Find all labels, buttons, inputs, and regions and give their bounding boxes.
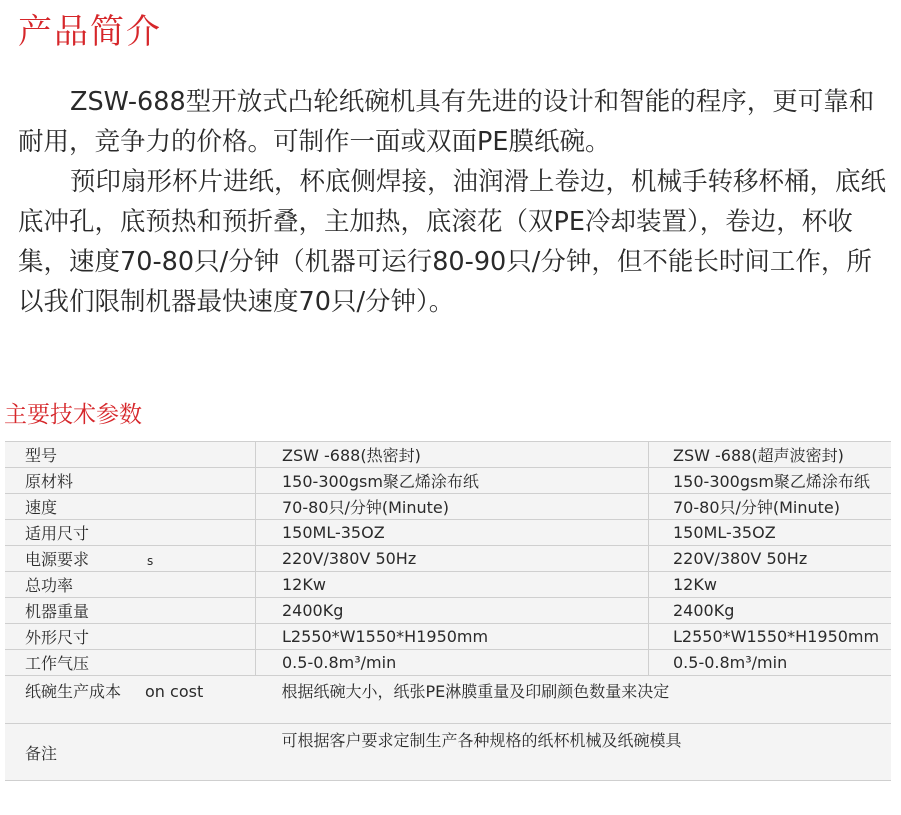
table-row <box>5 546 891 572</box>
intro-paragraph-1: ZSW-688型开放式凸轮纸碗机具有先进的设计和智能的程序，更可靠和耐用，竞争力的价格。可制作一面或双面PE膜纸碗。 <box>18 87 875 157</box>
spec-value-ultrasonic: ZSW -688(超声波密封) <box>649 442 892 468</box>
spec-label: 纸碗生产成本 <box>25 682 122 701</box>
spec-value-ultrasonic: 12Kw <box>649 572 892 598</box>
spec-label: 外形尺寸 <box>5 624 256 650</box>
spec-label-extra: on cost <box>145 682 204 701</box>
spec-value-ultrasonic: 150ML-35OZ <box>649 520 892 546</box>
page-title: 产品简介 <box>18 12 162 52</box>
specs-title: 主要技术参数 <box>4 402 142 428</box>
spec-label-cell <box>5 676 256 724</box>
spec-label: 电源要求 <box>25 550 90 569</box>
table-row <box>5 520 891 546</box>
spec-label: 备注 <box>5 724 256 781</box>
spec-label: 适用尺寸 <box>5 520 256 546</box>
spec-value-heat-seal: 70-80只/分钟(Minute) <box>256 494 649 520</box>
spec-value-heat-seal: 2400Kg <box>256 598 649 624</box>
spec-value-ultrasonic: 2400Kg <box>649 598 892 624</box>
spec-value-heat-seal: 150ML-35OZ <box>256 520 649 546</box>
spec-value-ultrasonic: 70-80只/分钟(Minute) <box>649 494 892 520</box>
spec-value-ultrasonic: L2550*W1550*H1950mm <box>649 624 892 650</box>
spec-value-ultrasonic: 0.5-0.8m³/min <box>649 650 892 676</box>
spec-value-heat-seal: 12Kw <box>256 572 649 598</box>
spec-value-heat-seal: 220V/380V 50Hz <box>256 546 649 572</box>
spec-value-notes: 可根据客户要求定制生产各种规格的纸杯机械及纸碗模具 <box>256 724 892 781</box>
spec-label: 型号 <box>5 442 256 468</box>
table-row <box>5 494 891 520</box>
table-row <box>5 676 891 724</box>
spec-value-heat-seal: 150-300gsm聚乙烯涂布纸 <box>256 468 649 494</box>
spec-label: 总功率 <box>5 572 256 598</box>
spec-label: 机器重量 <box>5 598 256 624</box>
spec-value-ultrasonic: 150-300gsm聚乙烯涂布纸 <box>649 468 892 494</box>
spec-label: 工作气压 <box>5 650 256 676</box>
table-row <box>5 598 891 624</box>
table-row <box>5 650 891 676</box>
table-row <box>5 442 891 468</box>
table-row <box>5 624 891 650</box>
spec-value-cost: 根据纸碗大小，纸张PE淋膜重量及印刷颜色数量来决定 <box>256 676 892 724</box>
intro-text <box>18 82 888 322</box>
specs-table <box>5 441 891 781</box>
table-row <box>5 468 891 494</box>
spec-label-extra: s <box>147 554 154 568</box>
intro-paragraph-2: 预印扇形杯片进纸，杯底侧焊接，油润滑上卷边，机械手转移杯桶，底纸底冲孔，底预热和预折叠，主加热，底滚花（双PE冷却装置），卷边，杯收集，速度70-80只/分钟（机器可运行80-90只/分钟，但不能长时间工作，所以我们限制机器最快速度70只/分钟）。 <box>18 167 887 317</box>
spec-label-cell <box>5 546 256 572</box>
spec-label: 速度 <box>5 494 256 520</box>
spec-value-ultrasonic: 220V/380V 50Hz <box>649 546 892 572</box>
spec-label: 原材料 <box>5 468 256 494</box>
table-row <box>5 572 891 598</box>
spec-value-heat-seal: L2550*W1550*H1950mm <box>256 624 649 650</box>
table-row <box>5 724 891 781</box>
spec-value-heat-seal: ZSW -688(热密封) <box>256 442 649 468</box>
spec-value-heat-seal: 0.5-0.8m³/min <box>256 650 649 676</box>
